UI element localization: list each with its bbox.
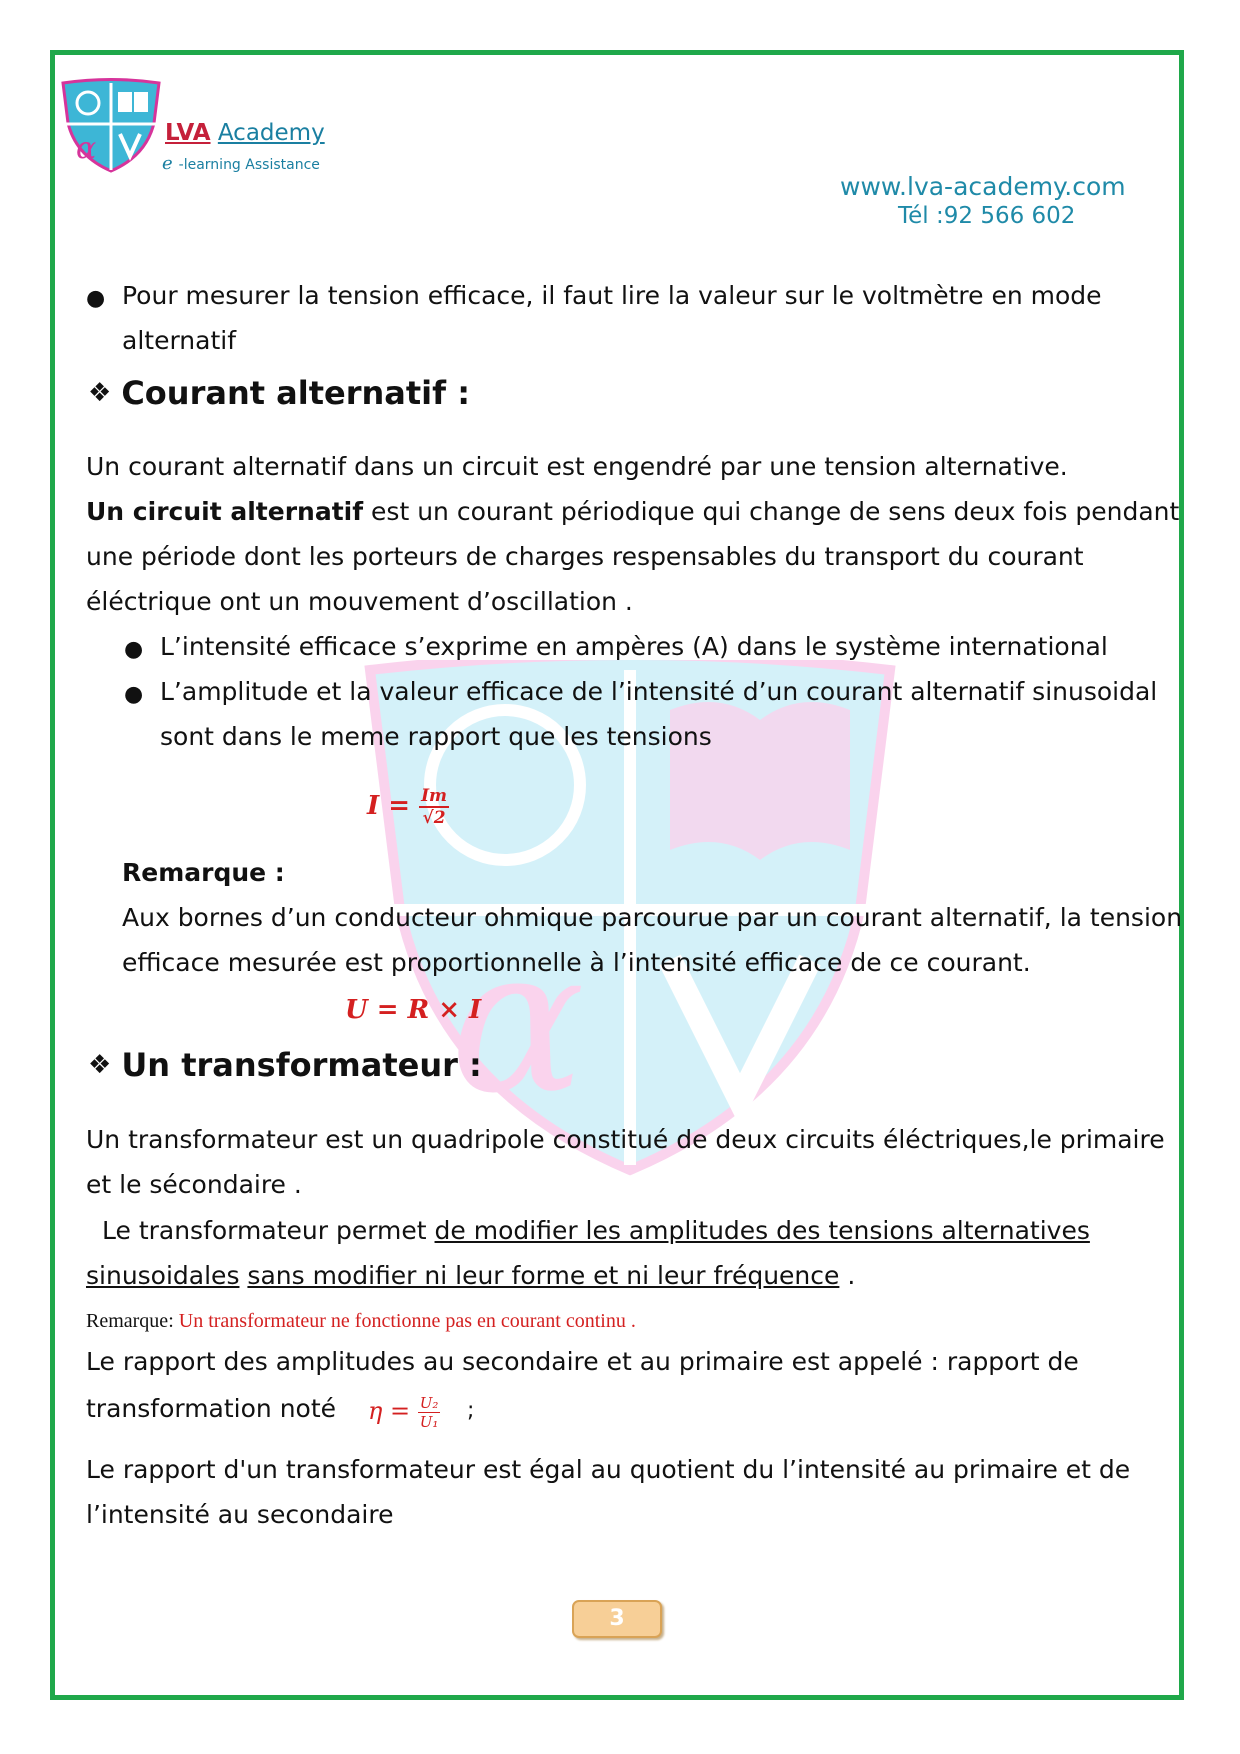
transfo-line4-end: .	[839, 1261, 856, 1290]
heading2-text: Un transformateur :	[121, 1046, 482, 1084]
svg-text:α: α	[450, 905, 586, 1138]
eta-lhs: η =	[368, 1397, 411, 1425]
transfo-line2: et le sécondaire .	[86, 1170, 302, 1199]
bullet2: L’intensité efficace s’exprime en ampères (A) dans le système international	[160, 632, 1108, 661]
heading-transformateur	[88, 1046, 482, 1084]
brand-lva: LVA	[165, 120, 211, 146]
formula1-num: Im	[421, 786, 448, 806]
bullet1-line1: Pour mesurer la tension efficace, il faut lire la valeur sur le voltmètre en mode	[122, 281, 1102, 310]
transfo-line1: Un transformateur est un quadripole constitué de deux circuits éléctriques,le primaire	[86, 1125, 1165, 1154]
paragraph-2	[86, 499, 1179, 524]
eta-num: U₂	[419, 1394, 439, 1412]
bullet-icon: ●	[86, 286, 106, 311]
phone-number: Tél :92 566 602	[898, 203, 1076, 229]
diamond-bullet-icon: ❖	[88, 378, 112, 408]
bullet-icon: ●	[124, 637, 144, 662]
remarque-line2: efficace mesurée est proportionnelle à l’intensité efficace de ce courant.	[122, 948, 1031, 977]
remarque-transformateur	[86, 1310, 636, 1333]
bullet3-line2: sont dans le meme rapport que les tensions	[160, 722, 712, 751]
eta-fraction	[418, 1394, 441, 1431]
paragraph-4: éléctrique ont un mouvement d’oscillation .	[86, 587, 633, 616]
transfo-line7: Le rapport d'un transformateur est égal au quotient du l’intensité au primaire et de	[86, 1455, 1131, 1484]
bullet1-line2: alternatif	[122, 326, 237, 355]
brand-name	[165, 120, 325, 146]
transfo-line6: transformation noté	[86, 1394, 337, 1423]
transfo-line4-u2: sans modifier ni leur forme et ni leur fréquence	[247, 1261, 840, 1290]
remarque-line1: Aux bornes d’un conducteur ohmique parcourue par un courant alternatif, la tension	[122, 903, 1183, 932]
brand-tagline	[162, 153, 320, 174]
transfo-line3	[102, 1218, 1090, 1243]
paragraph-1: Un courant alternatif dans un circuit est engendré par une tension alternative.	[86, 452, 1068, 481]
heading1-text: Courant alternatif :	[121, 374, 470, 412]
transfo-line5: Le rapport des amplitudes au secondaire et au primaire est appelé : rapport de	[86, 1347, 1079, 1376]
diamond-bullet-icon: ❖	[88, 1050, 112, 1080]
transfo-line8: l’intensité au secondaire	[86, 1500, 394, 1529]
lva-logo	[58, 78, 164, 174]
tagline-e: e	[162, 153, 173, 174]
heading-courant-alternatif	[88, 374, 470, 412]
transfo-line4-u1: sinusoidales	[86, 1261, 240, 1290]
remarque-title: Remarque :	[122, 858, 285, 887]
formula1-fraction	[419, 786, 449, 828]
formula-intensity	[367, 786, 449, 828]
formula1-den: √2	[422, 808, 446, 828]
paragraph-2-rest: est un courant périodique qui change de sens deux fois pendant	[363, 497, 1180, 526]
eta-separator: ;	[467, 1398, 475, 1423]
formula-ohm: U = R × I	[345, 995, 482, 1025]
transfo-line3-underlined: de modifier les amplitudes des tensions alternatives	[434, 1216, 1090, 1245]
website-link[interactable]: www.lva-academy.com	[840, 172, 1126, 201]
formula-eta	[368, 1394, 440, 1431]
bullet-icon: ●	[124, 682, 144, 707]
formula1-lhs: I =	[367, 791, 410, 821]
bullet3-line1: L’amplitude et la valeur efficace de l’intensité d’un courant alternatif sinusoidal	[160, 677, 1158, 706]
tagline-text: -learning Assistance	[178, 157, 320, 173]
brand-academy: Academy	[217, 120, 325, 146]
rem2-text: Un transformateur ne fonctionne pas en courant continu .	[173, 1310, 636, 1332]
page-number: 3	[572, 1600, 662, 1638]
transfo-line4	[86, 1263, 855, 1288]
paragraph-2-bold: Un circuit alternatif	[86, 497, 364, 526]
svg-text:α: α	[76, 131, 97, 166]
rem2-label: Remarque:	[86, 1310, 174, 1332]
paragraph-3: une période dont les porteurs de charges respensables du transport du courant	[86, 542, 1084, 571]
transfo-line3-start: Le transformateur permet	[102, 1216, 435, 1245]
eta-den: U₁	[419, 1413, 439, 1431]
